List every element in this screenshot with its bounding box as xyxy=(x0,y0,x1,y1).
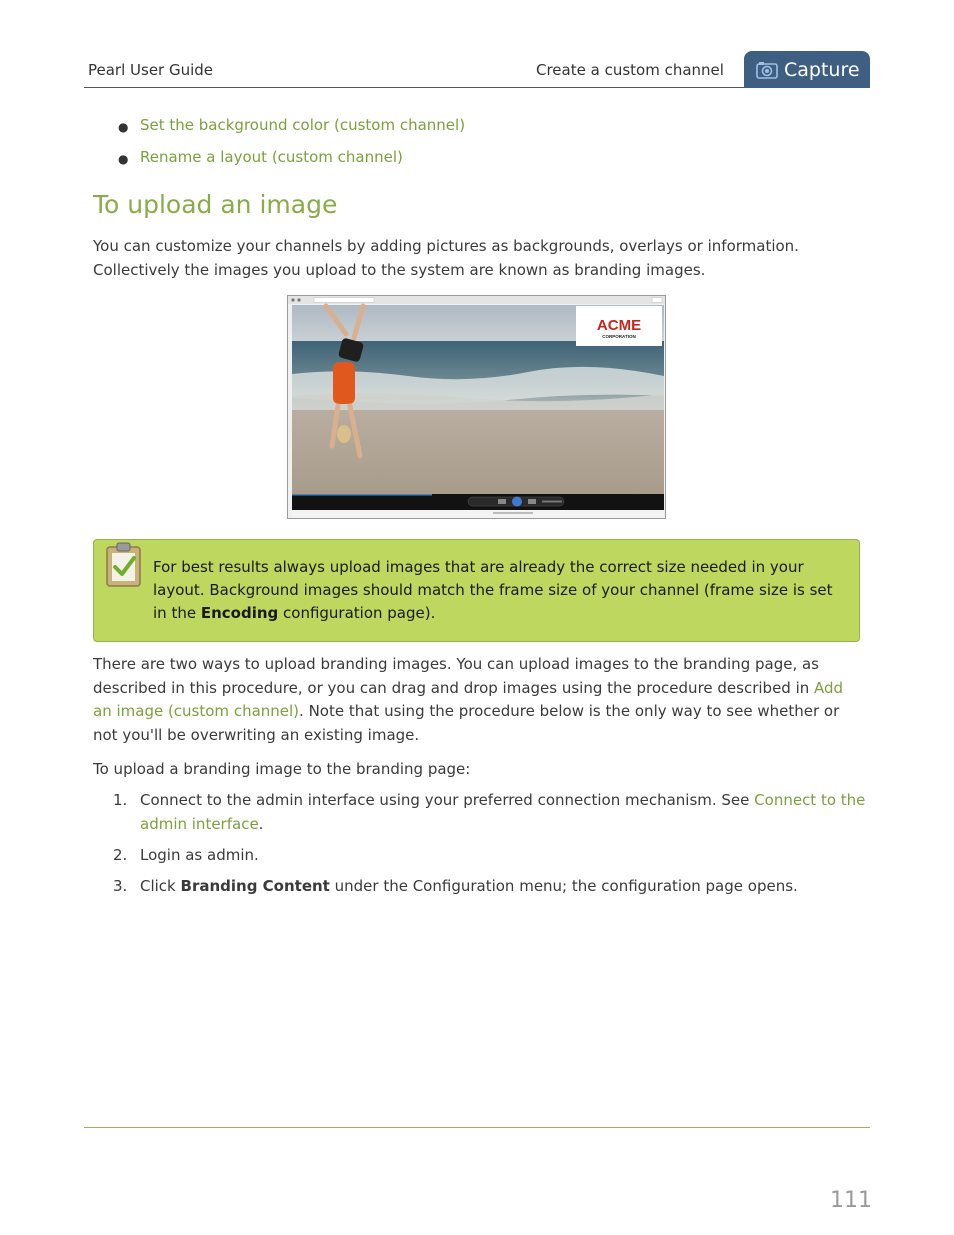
step-text-part: Connect to the admin interface using your preferred connection mechanism. See xyxy=(140,791,755,809)
header-divider xyxy=(84,87,744,88)
upload-methods-paragraph xyxy=(93,653,863,747)
step-item xyxy=(113,788,873,836)
upload-paragraph-text: There are two ways to upload branding images. You can upload images to the branding page, as described in this procedure, or you can drag and drop images using the procedure described in xyxy=(93,655,819,697)
list-item xyxy=(118,148,465,180)
intro-paragraph: You can customize your channels by adding pictures as backgrounds, overlays or information. Collectively the images you upload to the system are known as branding images. xyxy=(93,237,799,279)
video-screenshot xyxy=(287,295,666,519)
footer-divider xyxy=(84,1127,870,1128)
step-item xyxy=(113,874,873,898)
clipboard-check-icon xyxy=(105,542,143,588)
guide-title: Pearl User Guide xyxy=(88,61,214,79)
section-title: Create a custom channel xyxy=(536,61,724,79)
acme-logo-subtext: CORPORATION xyxy=(602,334,636,339)
page-number: 111 xyxy=(830,1188,872,1213)
step-number: 2. xyxy=(113,846,128,864)
encoding-bold: Encoding xyxy=(200,604,279,622)
procedure-steps xyxy=(113,788,873,905)
branding-content-bold: Branding Content xyxy=(180,877,330,895)
acme-logo-text: ACME xyxy=(596,317,642,334)
step-text xyxy=(140,788,873,836)
camera-icon xyxy=(756,61,778,79)
step-item xyxy=(113,843,873,867)
capture-tab xyxy=(744,51,870,88)
connect-admin-link[interactable]: Connect to the admin interface xyxy=(140,791,866,833)
set-background-color-link[interactable]: Set the background color (custom channel) xyxy=(140,116,466,134)
step-number: 1. xyxy=(113,791,128,809)
tip-note xyxy=(93,539,860,642)
step-text xyxy=(140,874,873,898)
step-text-end: . xyxy=(258,815,264,833)
bullet-icon: ● xyxy=(118,152,129,166)
upload-paragraph-text-end: . Note that using the procedure below is the only way to see whether or not you'll be overwriting an existing image. xyxy=(93,702,840,744)
tip-text-part: For best results always upload images that are already the correct size needed in your layout. Background images should match the frame size of your channel (frame size is set in the xyxy=(153,558,833,622)
section-heading: To upload an image xyxy=(93,190,338,219)
tip-text xyxy=(153,556,843,625)
bullet-icon: ● xyxy=(118,120,129,134)
capture-tab-label: Capture xyxy=(784,58,860,81)
step-number: 3. xyxy=(113,877,128,895)
rename-layout-link[interactable]: Rename a layout (custom channel) xyxy=(140,148,403,166)
tip-text-end: configuration page). xyxy=(278,604,436,622)
related-links-list xyxy=(118,116,465,180)
video-frame-illustration xyxy=(288,296,665,518)
procedure-lead-in: To upload a branding image to the branding page: xyxy=(93,760,471,778)
step-text-end: under the Configuration menu; the configuration page opens. xyxy=(329,877,798,895)
step-text: Login as admin. xyxy=(140,846,259,864)
step-text-part: Click xyxy=(140,877,181,895)
add-image-link[interactable]: Add an image (custom channel) xyxy=(93,678,844,720)
list-item xyxy=(118,116,465,148)
